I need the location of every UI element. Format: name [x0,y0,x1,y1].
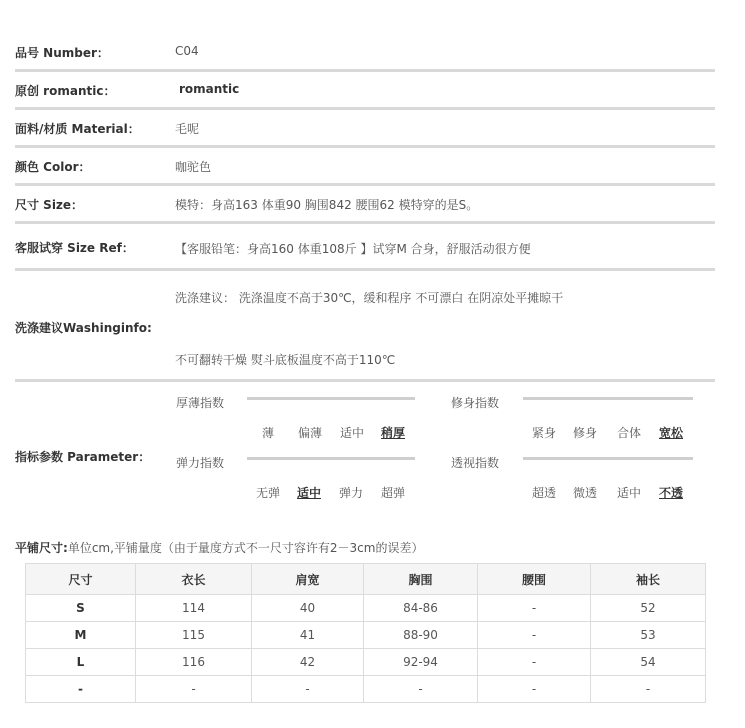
washing-line-2: 不可翻转干燥 熨斗底板温度不高于110℃ [175,353,396,367]
table-cell: 84-86 [364,595,478,622]
fit-option: 合体 [617,426,642,440]
material-label: 面料/材质 Material： [15,122,140,136]
transparency-title: 透视指数 [451,456,500,470]
thickness-option: 薄 [262,426,275,440]
table-cell: 114 [136,595,252,622]
table-cell: 42 [252,649,364,676]
divider [15,268,715,271]
elasticity-option: 无弹 [256,486,281,500]
table-cell: - [478,649,591,676]
transparency-option: 超透 [532,486,557,500]
column-header: 腰围 [478,564,591,595]
fit-option-selected: 宽松 [659,426,684,440]
size-label: 尺寸 Size： [15,198,84,212]
size-table [25,563,706,703]
divider [15,69,715,72]
elasticity-option-selected: 适中 [297,486,322,500]
table-cell: 41 [252,622,364,649]
table-cell: - [478,595,591,622]
elasticity-scale [247,457,415,460]
parameter-label: 指标参数 Parameter： [15,450,151,464]
color-value: 咖驼色 [175,160,212,174]
number-value: C04 [175,44,199,58]
table-cell: M [26,622,136,649]
table-cell: 53 [591,622,706,649]
washing-label: 洗涤建议Washinginfo: [15,321,152,335]
elasticity-option: 弹力 [339,486,364,500]
thickness-scale [247,397,415,400]
measure-note-title: 平铺尺寸: [15,541,68,555]
table-cell: 52 [591,595,706,622]
romantic-value: romantic [179,82,240,96]
fit-option: 修身 [573,426,598,440]
divider [15,145,715,148]
table-cell: 92-94 [364,649,478,676]
table-cell: - [591,676,706,703]
divider [15,379,715,382]
divider [15,221,715,224]
measure-note [15,539,423,556]
table-cell: - [136,676,252,703]
table-cell: - [252,676,364,703]
table-header-row [26,564,706,595]
table-cell: - [478,676,591,703]
transparency-option: 适中 [617,486,642,500]
thickness-option: 适中 [340,426,365,440]
elasticity-title: 弹力指数 [176,456,225,470]
column-header: 肩宽 [252,564,364,595]
table-cell: 116 [136,649,252,676]
measure-note-text: 单位cm,平铺量度（由于量度方式不一尺寸容许有2－3cm的误差） [67,541,424,555]
romantic-label: 原创 romantic： [15,84,116,98]
table-row [26,676,706,703]
size-ref-label: 客服试穿 Size Ref： [15,241,134,255]
table-cell: 40 [252,595,364,622]
table-cell: - [478,622,591,649]
size-value: 模特：身高163 体重90 胸围842 腰围62 模特穿的是S。 [175,198,479,212]
thickness-title: 厚薄指数 [176,396,225,410]
table-cell: 54 [591,649,706,676]
fit-option: 紧身 [532,426,557,440]
column-header: 胸围 [364,564,478,595]
column-header: 衣长 [136,564,252,595]
column-header: 袖长 [591,564,706,595]
transparency-option: 微透 [573,486,598,500]
thickness-option: 偏薄 [298,426,323,440]
table-cell: 88-90 [364,622,478,649]
table-cell: 115 [136,622,252,649]
table-cell: L [26,649,136,676]
divider [15,107,715,110]
size-ref-value: 【客服铅笔：身高160 体重108斤 】试穿M 合身，舒服活动很方便 [175,242,531,256]
table-row [26,622,706,649]
table-row [26,595,706,622]
thickness-option-selected: 稍厚 [381,426,406,440]
elasticity-option: 超弹 [381,486,406,500]
material-value: 毛呢 [175,122,200,136]
divider [15,183,715,186]
color-label: 颜色 Color： [15,160,91,174]
table-cell: S [26,595,136,622]
transparency-option-selected: 不透 [659,486,684,500]
number-label: 品号 Number： [15,46,109,60]
washing-line-1: 洗涤建议： 洗涤温度不高于30℃，缓和程序 不可漂白 在阴凉处平摊晾干 [175,291,564,305]
transparency-scale [523,457,693,460]
table-cell: - [364,676,478,703]
fit-title: 修身指数 [451,396,500,410]
table-cell: - [26,676,136,703]
column-header: 尺寸 [26,564,136,595]
fit-scale [523,397,693,400]
table-row [26,649,706,676]
